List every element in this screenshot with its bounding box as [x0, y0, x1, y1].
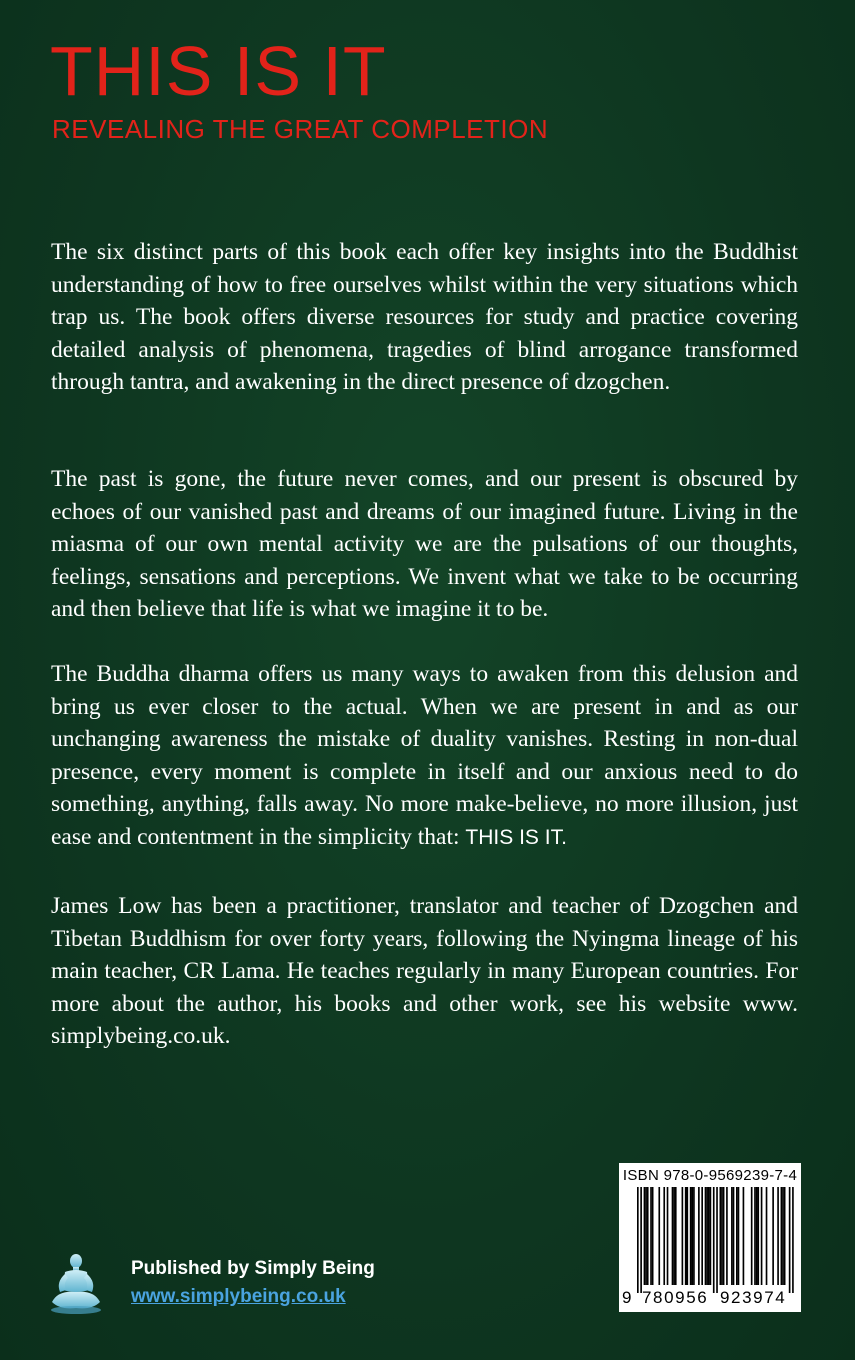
- barcode-bar: [658, 1187, 660, 1285]
- emphasis-this-is-it: THIS IS IT.: [465, 825, 567, 849]
- blurb-paragraph-1: [51, 236, 798, 399]
- barcode-bar: [720, 1187, 722, 1285]
- barcode-bar: [754, 1187, 756, 1285]
- barcode-bar: [784, 1187, 786, 1285]
- barcode-bar: [757, 1187, 759, 1285]
- barcode-bar: [723, 1187, 725, 1285]
- barcode-bar: [736, 1187, 738, 1285]
- barcode-bar: [698, 1187, 700, 1285]
- barcode-digits-right: 923974: [720, 1288, 787, 1307]
- barcode-bar: [644, 1187, 646, 1285]
- barcode-bar: [663, 1187, 665, 1285]
- isbn-barcode: [619, 1163, 801, 1312]
- barcode-digit-first: 9: [622, 1288, 632, 1307]
- barcode-bar: [708, 1187, 710, 1285]
- barcode-digits-left: 780956: [642, 1288, 709, 1307]
- barcode-bar: [691, 1187, 693, 1285]
- meditating-figure-icon: [48, 1252, 104, 1316]
- paragraph-text: James Low has been a practitioner, translator and teacher of Dzogchen and Tibetan Buddhism for over forty years, following the Nyingma lineage of his main teacher, CR Lama. He teaches regularly in many European countries. For more about the author, his books and other work, see his website www. simplybeing.co.uk.: [51, 893, 798, 1049]
- barcode-bar: [682, 1187, 684, 1285]
- barcode-bar: [701, 1187, 703, 1285]
- blurb-paragraph-3: [51, 658, 798, 854]
- barcode-bar: [731, 1187, 733, 1285]
- paragraph-text-main: The Buddha dharma offers us many ways to awaken from this delusion and bring us ever closer to the actual. When we are present in and as our unchanging awareness the mistake of duality vanishes. Resting in non-dual presence, every moment is complete in itself and our anxious need to do something, anything, falls away. No more make-believe, no more illusion, just ease and contentment in the simplicity that:: [51, 661, 798, 850]
- barcode-guard-bar: [792, 1187, 794, 1293]
- publisher-website-link[interactable]: www.simplybeing.co.uk: [131, 1286, 346, 1307]
- barcode-bar: [726, 1187, 728, 1285]
- barcode-bar: [705, 1187, 707, 1285]
- barcode-bar: [738, 1187, 740, 1285]
- book-title: THIS IS IT: [50, 32, 387, 110]
- barcode-bar: [772, 1187, 774, 1285]
- barcode-guard-bar: [713, 1187, 715, 1293]
- isbn-label: ISBN 978-0-9569239-7-4: [622, 1167, 798, 1184]
- barcode-bar: [751, 1187, 753, 1285]
- barcode-bar: [743, 1187, 745, 1285]
- barcode-bar: [761, 1187, 763, 1285]
- barcode-bar: [645, 1187, 647, 1285]
- barcode-bar: [756, 1187, 758, 1285]
- barcode-bar: [733, 1187, 735, 1285]
- barcode-bar: [766, 1187, 768, 1285]
- paragraph-text: The past is gone, the future never comes, and our present is obscured by echoes of our vanished past and dreams of our imagined future. Living in the miasma of our own mental activity we are the pulsations of our thoughts, feelings, sensations and perceptions. We invent what we take to be occurring and then believe that life is what we imagine it to be.: [51, 466, 798, 622]
- author-bio-paragraph: [51, 890, 798, 1053]
- barcode-bar: [672, 1187, 674, 1285]
- barcode-bar: [673, 1187, 675, 1285]
- publisher-label: Published by Simply Being: [131, 1258, 375, 1279]
- barcode-bar: [693, 1187, 695, 1285]
- barcode-bar: [777, 1187, 779, 1285]
- barcode-bar: [690, 1187, 692, 1285]
- barcode-bar: [650, 1187, 652, 1285]
- barcode-bar: [647, 1187, 649, 1285]
- barcode-guard-bar: [789, 1187, 791, 1293]
- barcode-guard-bar: [637, 1187, 639, 1293]
- barcode-bar: [667, 1187, 669, 1285]
- book-subtitle: REVEALING THE GREAT COMPLETION: [52, 114, 549, 144]
- blurb-paragraph-2: [51, 463, 798, 626]
- barcode-bar: [721, 1187, 723, 1285]
- paragraph-text: The six distinct parts of this book each offer key insights into the Buddhist understanding of how to free ourselves whilst within the very situations which trap us. The book offers diverse resources for study and practice covering detailed analysis of phenomena, tragedies of blind arrogance transformed through tantra, and awakening in the direct presence of dzogchen.: [51, 239, 798, 395]
- barcode-bar: [781, 1187, 783, 1285]
- barcode-bar: [687, 1187, 689, 1285]
- barcode-guard-bar: [640, 1187, 642, 1293]
- paragraph-text: [51, 658, 798, 854]
- barcode-bar: [685, 1187, 687, 1285]
- barcode-bar: [710, 1187, 712, 1285]
- barcode-guard-bar: [716, 1187, 718, 1293]
- barcode-bar: [706, 1187, 708, 1285]
- barcode-bar: [652, 1187, 654, 1285]
- barcode-bar: [782, 1187, 784, 1285]
- barcode-bar: [675, 1187, 677, 1285]
